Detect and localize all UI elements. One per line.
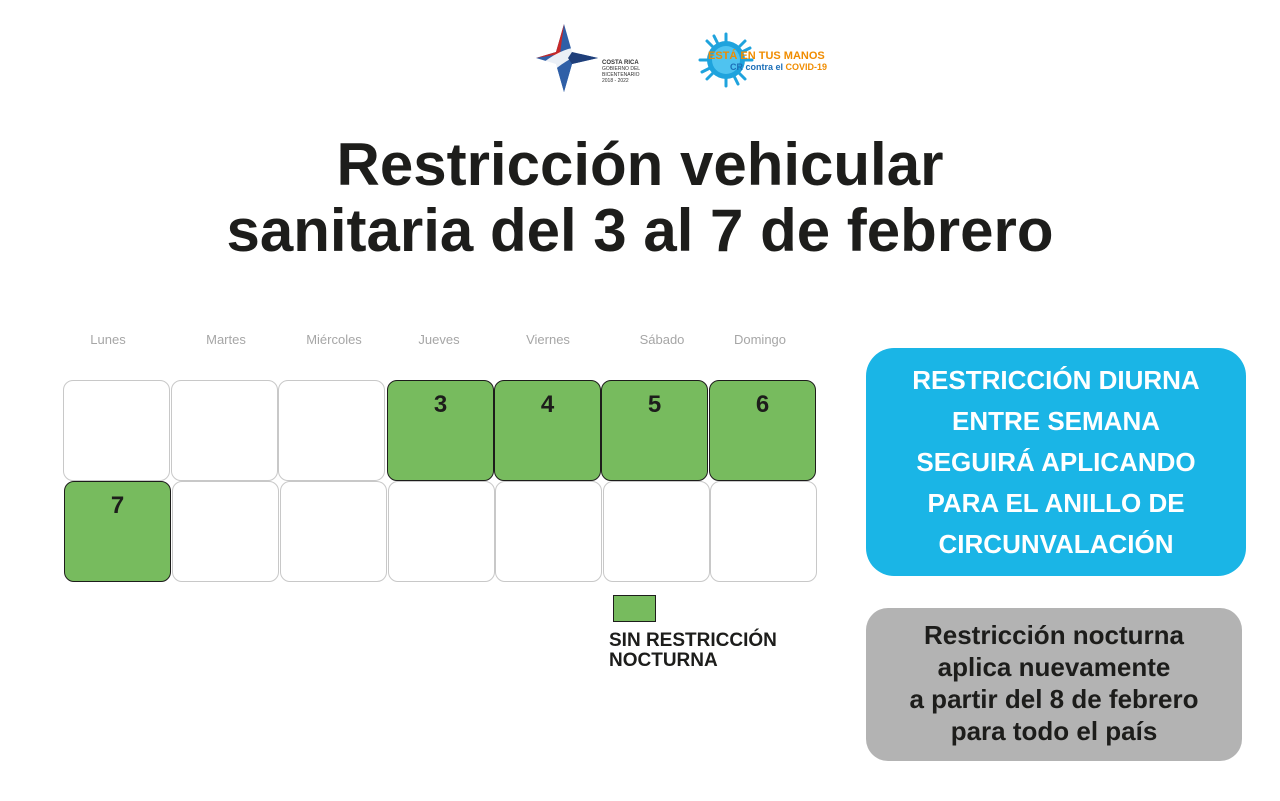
calendar-day-cell (495, 481, 602, 582)
calendar-day-cell: 7 (64, 481, 171, 582)
calendar-day-cell: 5 (601, 380, 708, 481)
day-header-martes: Martes (206, 332, 246, 347)
covid-logo-slogan: ESTÁ EN TUS MANOS (708, 50, 825, 62)
covid-campaign-logo (696, 30, 836, 90)
calendar-day-cell (280, 481, 387, 582)
day-header-sabado: Sábado (639, 332, 685, 347)
calendar-day-cell (63, 380, 170, 481)
calendar-day-cell (171, 380, 278, 481)
costa-rica-logo-text: COSTA RICA GOBIERNO DEL BICENTENARIO 2018 - 2022 (602, 60, 640, 84)
calendar-day-cell (603, 481, 710, 582)
covid-logo-subtitle: CR contra el COVID-19 (730, 62, 828, 72)
calendar-day-cell (278, 380, 385, 481)
title-line-2: sanitaria del 3 al 7 de febrero (226, 197, 1054, 264)
legend-swatch (613, 595, 656, 622)
costa-rica-government-logo (530, 22, 670, 94)
daytime-restriction-notice: RESTRICCIÓN DIURNA ENTRE SEMANA SEGUIRÁ APLICANDO PARA EL ANILLO DE CIRCUNVALACIÓN (866, 348, 1246, 576)
calendar-day-cell: 6 (709, 380, 816, 481)
night-restriction-notice: Restricción nocturna aplica nuevamente a partir del 8 de febrero para todo el país (866, 608, 1242, 761)
calendar-day-cell: 4 (494, 380, 601, 481)
day-header-viernes: Viernes (526, 332, 570, 347)
calendar-day-cell (388, 481, 495, 582)
day-header-jueves: Jueves (418, 332, 460, 347)
title-line-1: Restricción vehicular (336, 131, 944, 198)
page-title (0, 132, 1280, 264)
day-header-miercoles: Miércoles (306, 332, 362, 347)
calendar-day-cell (710, 481, 817, 582)
star-emblem-icon (530, 22, 600, 94)
calendar-day-cell: 3 (387, 380, 494, 481)
header-logos (530, 22, 840, 94)
calendar-day-cell (172, 481, 279, 582)
day-header-lunes: Lunes (90, 332, 126, 347)
legend-label: SIN RESTRICCIÓN NOCTURNA (609, 630, 777, 671)
day-header-domingo: Domingo (733, 332, 787, 347)
